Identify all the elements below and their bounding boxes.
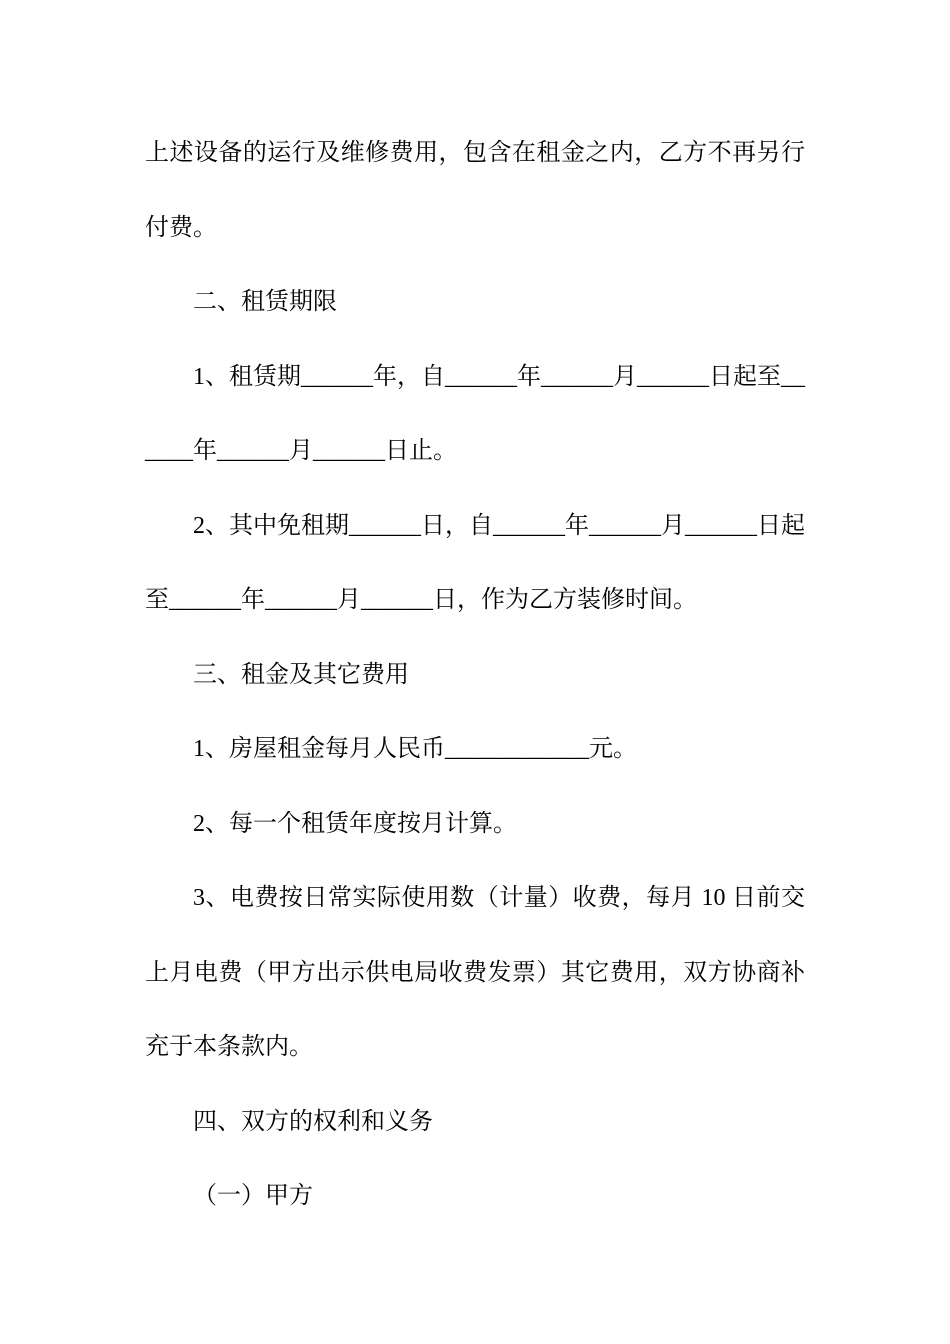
text-line: 二、租赁期限	[193, 289, 337, 315]
text-line: 上述设备的运行及维修费用，包含在租金之内，乙方不再另行	[145, 140, 805, 166]
billing-cycle-clause	[145, 787, 805, 862]
text-line: 付费。	[145, 214, 217, 241]
text-line: 2、每一个租赁年度按月计算。	[193, 810, 517, 837]
text-line: 1、租赁期______年，自______年______月______日起至__	[193, 363, 805, 390]
subsection-heading-party-a	[145, 1159, 805, 1234]
lease-term-clause	[145, 340, 805, 489]
text-line: 1、房屋租金每月人民币____________元。	[193, 736, 637, 762]
text-line: （一）甲方	[193, 1183, 313, 1209]
section-heading-rights-and-obligations	[145, 1085, 805, 1160]
document-body	[145, 116, 805, 1234]
text-line: 2、其中免租期______日，自______年______月______日起	[193, 512, 805, 539]
text-line: 3、电费按日常实际使用数（计量）收费，每月 10 日前交	[193, 885, 805, 911]
section-heading-lease-term	[145, 265, 805, 340]
text-line: 三、租金及其它费用	[193, 661, 409, 688]
equipment-fee-clause	[145, 116, 805, 265]
text-line: 充于本条款内。	[145, 1034, 313, 1060]
monthly-rent-clause	[145, 712, 805, 787]
text-line: 至______年______月______日，作为乙方装修时间。	[145, 587, 697, 613]
electricity-fee-clause	[145, 861, 805, 1085]
rent-free-period-clause	[145, 489, 805, 638]
text-line: ____年______月______日止。	[145, 438, 457, 464]
section-heading-rent-and-fees	[145, 638, 805, 713]
text-line: 四、双方的权利和义务	[193, 1108, 433, 1135]
text-line: 上月电费（甲方出示供电局收费发票）其它费用，双方协商补	[145, 959, 805, 986]
